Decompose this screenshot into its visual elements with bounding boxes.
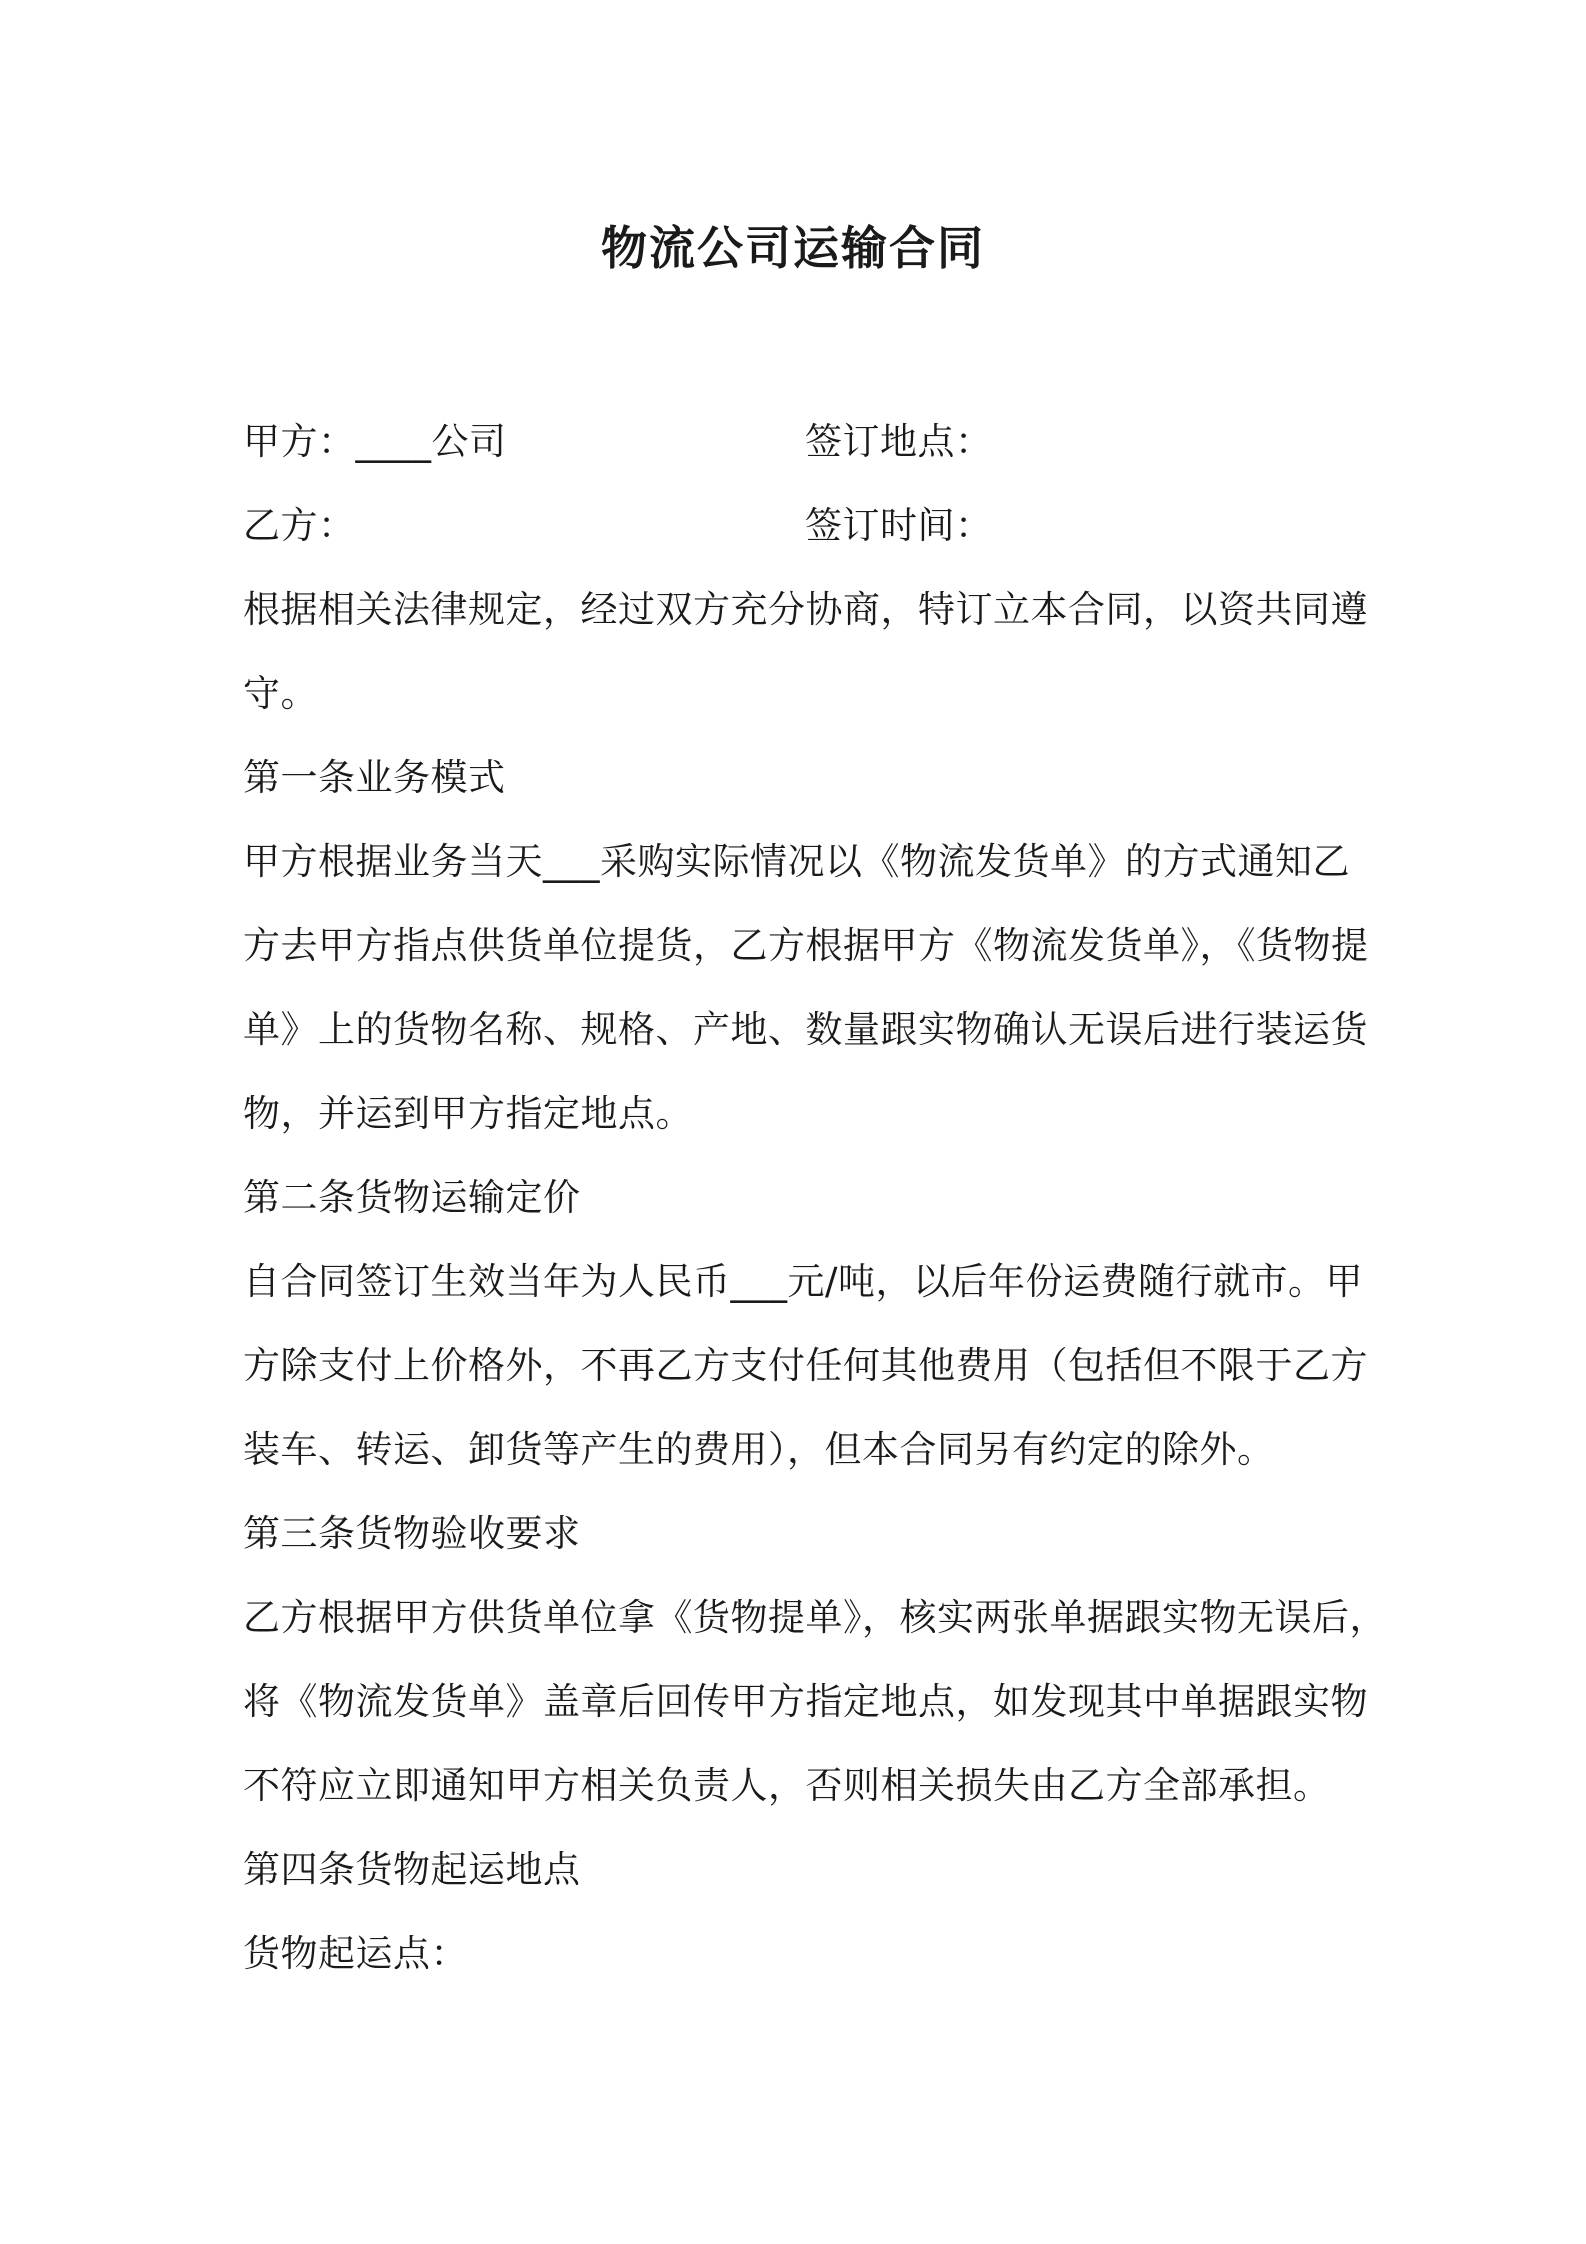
paragraph-line: 甲方根据业务当天___采购实际情况以《物流发货单》的方式通知乙: [243, 840, 1350, 883]
paragraph-line: 货物起运点：: [243, 1932, 468, 1975]
section-heading: 第四条货物起运地点: [243, 1848, 581, 1891]
paragraph-line: 单》上的货物名称、规格、产地、数量跟实物确认无误后进行装运货: [243, 1008, 1368, 1051]
paragraph-line: 乙方根据甲方供货单位拿《货物提单》，核实两张单据跟实物无误后，: [243, 1596, 1387, 1639]
paragraph-line: 守。: [243, 672, 318, 715]
paragraph-line: 根据相关法律规定，经过双方充分协商，特订立本合同，以资共同遵: [243, 588, 1368, 631]
paragraph-line: 方去甲方指点供货单位提货，乙方根据甲方《物流发货单》，《货物提: [243, 924, 1369, 967]
contract-text: [243, 568, 1387, 1996]
paragraph-line: 自合同签订生效当年为人民币___元/吨，以后年份运费随行就市。甲: [243, 1260, 1363, 1303]
section-heading: 第二条货物运输定价: [243, 1176, 581, 1219]
party-a-field: 甲方：____公司: [243, 420, 507, 463]
paragraph-line: 将《物流发货单》盖章后回传甲方指定地点，如发现其中单据跟实物: [243, 1680, 1368, 1723]
paragraph-line: 装车、转运、卸货等产生的费用），但本合同另有约定的除外。: [243, 1428, 1275, 1471]
sign-place-field: 签订地点：: [805, 420, 993, 463]
document-title: 物流公司运输合同: [601, 221, 985, 275]
section-heading: 第三条货物验收要求: [243, 1512, 581, 1555]
paragraph-line: 不符应立即通知甲方相关负责人，否则相关损失由乙方全部承担。: [243, 1764, 1331, 1807]
header-row-2: [243, 484, 1353, 568]
paragraph-line: 物，并运到甲方指定地点。: [243, 1092, 693, 1135]
header-row-1: [243, 400, 1353, 484]
paragraph-line: 方除支付上价格外，不再乙方支付任何其他费用（包括但不限于乙方: [243, 1344, 1368, 1387]
document-body: [243, 400, 1387, 1996]
section-heading: 第一条业务模式: [243, 756, 506, 799]
sign-time-field: 签订时间：: [805, 504, 993, 547]
party-b-field: 乙方：: [243, 504, 356, 547]
